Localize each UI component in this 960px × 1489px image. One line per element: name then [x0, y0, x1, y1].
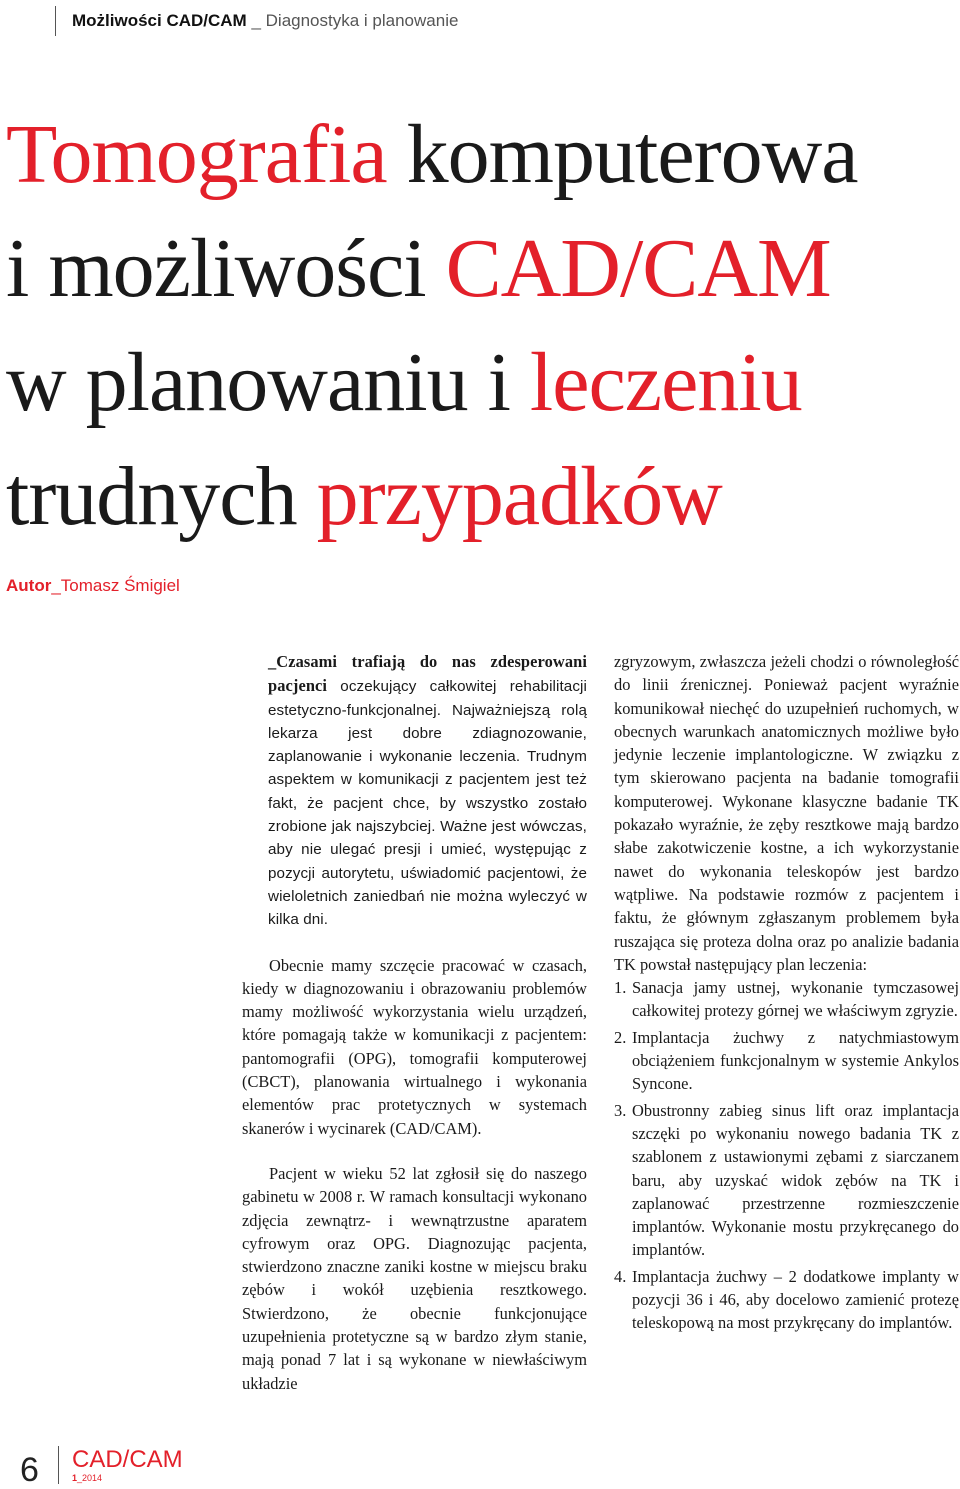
body-paragraph-2: Obecnie mamy szczęcie pracować w czasach, kiedy w diagnozowaniu i obrazowaniu problemów mamy możliwość wykorzystania wielu urządzeń, które pomagają także w komunikacji z pacjentem: pantomografii (OPG), tomografii komputerowej (CBCT), planowania wirtualnego i wykonania elementów prac protetycznych w systemach skanerów i wycinarek (CAD/CAM). — [242, 955, 587, 1138]
title-word-trudnych: trudnych — [6, 450, 317, 543]
magazine-name: CAD/CAM — [72, 1446, 183, 1473]
title-word-cadcam: CAD/CAM — [445, 222, 831, 315]
issue-label — [72, 1473, 102, 1483]
plan-item — [614, 1099, 959, 1262]
title-words-w-planowaniu: w planowaniu i — [6, 336, 530, 429]
running-header — [55, 6, 458, 36]
header-section: Możliwości CAD/CAM — [72, 11, 247, 30]
lead-paragraph — [242, 650, 587, 932]
title-word-leczeniu: leczeniu — [529, 336, 802, 429]
lead-bold-start: _Czasami trafiają do nas zdesperowani pacjenci — [268, 652, 587, 696]
title-words-i-mozliwosci: i możliwości — [6, 222, 446, 315]
plan-item-text: Implantacja żuchwy z natychmiastowym obciążeniem funkcjonalnym w systemie Ankylos Syncone. — [632, 1027, 959, 1094]
plan-item — [614, 1026, 959, 1096]
title-line-3 — [6, 326, 956, 440]
title-word-komputerowa: komputerowa — [386, 108, 858, 201]
title-line-4 — [6, 440, 956, 554]
body-paragraph-4: zgryzowym, zwłaszcza jeżeli chodzi o równoległość do linii źrenicznej. Ponieważ pacjent wyraźnie komunikował niechęć do uzupełnień ruchomych, w obecnych warunkach anatomicznych możliwe było jedynie leczenie implantologiczne. W związku z tym skierowano pacjenta na badanie tomografii komputerowej. Wykonane klasyczne badanie TK pokazało wyraźnie, że zęby resztkowe mają bardzo słabe zakotwiczenie kostne, a ich wykorzystanie nawet do wykonania teleskopów jest bardzo wątpliwe. Na podstawie rozmów z pacjentem i faktu, że głównym zgłaszanym problemem była ruszająca się proteza dolna oraz po analizie badania TK powstał następujący plan leczenia: — [614, 652, 959, 974]
article-title — [6, 98, 956, 554]
author-line — [6, 574, 180, 598]
page-number: 6 — [20, 1451, 39, 1489]
header-separator: _ — [246, 11, 266, 30]
plan-item-number: 3. — [614, 1100, 627, 1120]
plan-item — [614, 1265, 959, 1335]
treatment-plan-list — [614, 976, 959, 1334]
plan-item-number: 1. — [614, 978, 627, 998]
footer-divider — [58, 1446, 59, 1484]
body-paragraph-3: Pacjent w wieku 52 lat zgłosił się do naszego gabinetu w 2008 r. W ramach konsultacji wykonano zdjęcia zewnątrz- i wewnątrzustne aparatem cyfrowym oraz OPG. Diagnozując pacjenta, stwierdzono znaczne zaniki kostne w miejscu braku zębów i wokół uzębienia resztkowego. Stwierdzono, że obecnie funkcjonujące uzupełnienia protetyczne są w bardzo złym stanie, mają ponad 7 lat i są wykonane w niewłaściwym układzie — [242, 1163, 587, 1393]
title-line-2 — [6, 212, 956, 326]
plan-item-text: Implantacja żuchwy – 2 dodatkowe implanty w pozycji 36 i 46, aby docelowo zamienić protezę teleskopową na most przykręcany do implantów. — [632, 1266, 959, 1333]
plan-item-number: 2. — [614, 1027, 627, 1047]
header-subtitle: Diagnostyka i planowanie — [265, 11, 459, 30]
plan-item-text: Obustronny zabieg sinus lift oraz implantacja szczęki po wykonaniu nowego badania TK z szablonem z ustawionymi zębami z siarczanem baru, aby uzyskać widok zębów na TK i zaplanować przestrzenne rozmieszczenie implantów. Wykonanie mostu przykręcanego do implantów. — [632, 1100, 959, 1260]
lead-text: oczekujący całkowitej rehabilitacji estetyczno-funkcjonalnej. Najważniejszą rolą lekarza jest dobre zdiagnozowanie, zaplanowanie i wykonanie leczenia. Trudnym aspektem w komunikacji z pacjentem jest też fakt, że pacjent chce, by wszystko zostało zrobione jak najszybciej. Ważne jest wówczas, aby nie ulegać presji i umieć, występując z pozycji autorytetu, uświadomić pacjentowi, że wieloletnich zaniedbań nie można wyleczyć w kilka dni. — [268, 678, 587, 929]
title-word-tomografia: Tomografia — [6, 108, 387, 201]
text-column-right — [614, 650, 959, 1335]
issue-number: 1 — [72, 1473, 78, 1483]
issue-year: _2014 — [77, 1473, 103, 1483]
plan-item-text: Sanacja jamy ustnej, wykonanie tymczasowej całkowitej protezy górnej we właściwym zgryzie. — [632, 978, 959, 1021]
title-word-przypadkow: przypadków — [316, 450, 722, 543]
plan-item — [614, 976, 959, 1023]
author-name: _Tomasz Śmigiel — [51, 576, 180, 595]
plan-item-number: 4. — [614, 1266, 627, 1286]
text-column-left — [242, 650, 587, 1395]
title-line-1 — [6, 98, 956, 212]
author-label: Autor — [6, 576, 52, 595]
